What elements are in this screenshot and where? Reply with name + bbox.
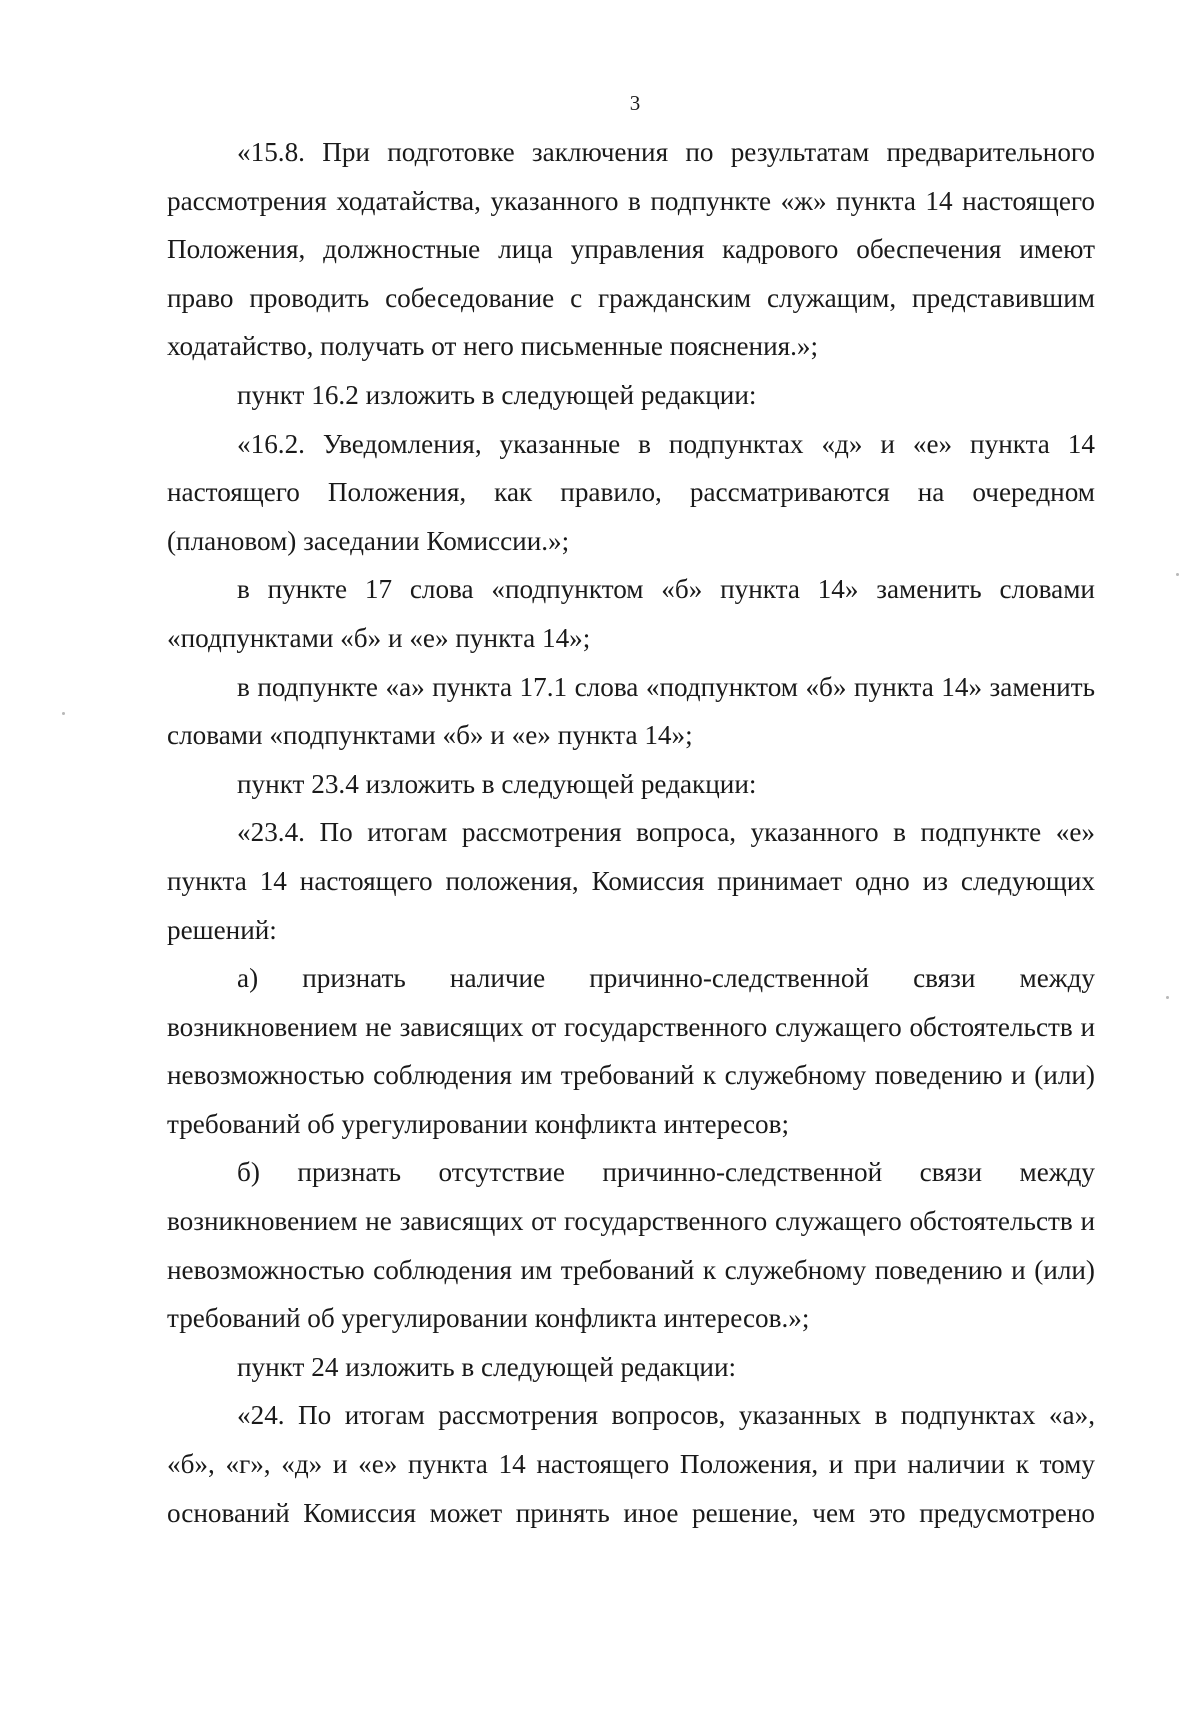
paragraph-24: «24. По итогам рассмотрения вопросов, указанных в подпунктах «а», «б», «г», «д» и «е» пункта 14 настоящего Положения, и при наличии к тому оснований Комиссия может принять иное решение, чем это предусмотрено	[167, 1400, 1095, 1528]
paragraph-amend-16-2: пункт 16.2 изложить в следующей редакции:	[237, 379, 757, 410]
paragraph-amend-24: пункт 24 изложить в следующей редакции:	[237, 1351, 737, 1382]
paragraph-16-2: «16.2. Уведомления, указанные в подпунктах «д» и «е» пункта 14 настоящего Положения, как правило, рассматриваются на очередном (плановом) заседании Комиссии.»;	[167, 428, 1095, 556]
document-body	[167, 128, 1095, 1537]
scan-speck	[1176, 573, 1179, 576]
scan-speck	[1166, 996, 1169, 999]
page-number: 3	[629, 91, 641, 115]
paragraph-23-4-a: а) признать наличие причинно-следственной связи между возникновением не зависящих от государственного служащего обстоятельств и невозможностью соблюдения им требований к служебному поведению и (или) требований об урегулировании конфликта интересов;	[167, 963, 1095, 1139]
scan-speck	[62, 712, 65, 715]
paragraph-23-4-b: б) признать отсутствие причинно-следственной связи между возникновением не зависящих от государственного служащего обстоятельств и невозможностью соблюдения им требований к служебному поведению и (или) требований об урегулировании конфликта интересов.»;	[167, 1157, 1095, 1334]
paragraph-23-4: «23.4. По итогам рассмотрения вопроса, указанного в подпункте «е» пункта 14 настоящего положения, Комиссия принимает одно из следующих решений:	[167, 817, 1095, 945]
paragraph-amend-17-1: в подпункте «а» пункта 17.1 слова «подпунктом «б» пункта 14» заменить словами «подпунктами «б» и «е» пункта 14»;	[167, 671, 1095, 751]
paragraph-amend-17: в пункте 17 слова «подпунктом «б» пункта 14» заменить словами «подпунктами «б» и «е» пункта 14»;	[167, 574, 1095, 653]
paragraph-amend-23-4: пункт 23.4 изложить в следующей редакции:	[237, 768, 757, 799]
paragraph-15-8: «15.8. При подготовке заключения по результатам предварительного рассмотрения ходатайства, указанного в подпункте «ж» пункта 14 настоящего Положения, должностные лица управления кадрового обеспечения имеют право проводить собеседование с гражданским служащим, представившим ходатайство, получать от него письменные пояснения.»;	[167, 137, 1095, 362]
